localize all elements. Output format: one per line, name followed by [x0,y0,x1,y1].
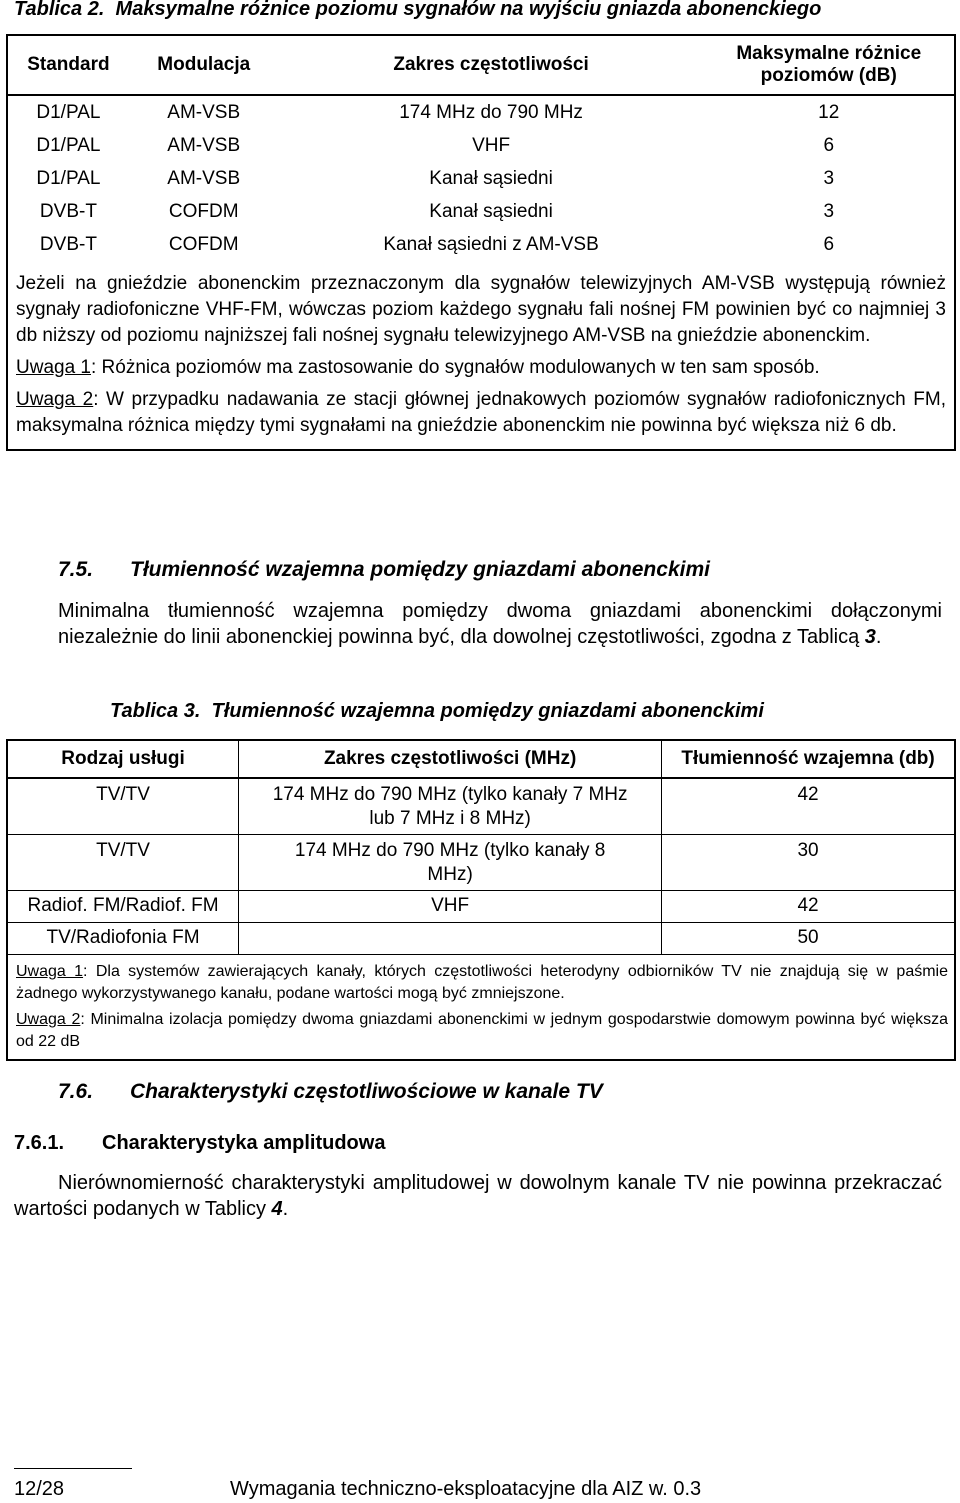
table3-note2-label: Uwaga 2 [16,1010,81,1028]
table3-caption-label: Tablica 3. [110,700,201,722]
table2-cell: DVB-T [39,233,97,255]
table2-cell: COFDM [168,200,239,222]
table3-cell: TV/TV [7,778,239,834]
table2-note2-text: : W przypadku nadawania ze stacji głównej jednakowych poziomów sygnałów radiofonicznych FM, maksymalna różnica między tymi sygnałami na gnieździe abonenckim nie powinna być większa niż 6 db. [16,389,946,436]
table3-notes [7,954,955,1060]
table3-cell: 174 MHz do 790 MHz (tylko kanały 7 MHz lub 7 MHz i 8 MHz) [239,778,662,834]
section-7-5-body-text: Minimalna tłumienność wzajemna pomiędzy dwoma gniazdami abonenckimi dołączonymi niezależnie do linii abonenckiej powinna być, dla dowolnej częstotliwości, zgodna z Tablicą [58,600,942,648]
table-row [7,162,955,195]
table2-cell: AM-VSB [167,134,241,156]
table-row [7,195,955,228]
table2-note1-label: Uwaga 1 [16,357,91,378]
section-7-6-1-body-end: . [282,1198,289,1220]
table3-cell: TV/Radiofonia FM [7,922,239,954]
table2-cell: D1/PAL [36,167,101,189]
table3 [6,739,956,1061]
table2-header-modulation: Modulacja [129,35,279,95]
table2-cell: 6 [823,233,835,255]
table3-note1 [16,961,948,1005]
table-row [7,228,955,261]
table3-cell: 50 [662,922,955,954]
section-7-5-table-ref: 3 [864,626,876,648]
table-row [7,129,955,162]
table3-header-service: Rodzaj usługi [7,740,239,778]
table2-notes [7,261,955,450]
section-7-6-title: Charakterystyki częstotliwościowe w kanale TV [130,1080,603,1103]
table2-cell: DVB-T [39,200,97,222]
table2-note2-label: Uwaga 2 [16,389,94,410]
table2-note-main: Jeżeli na gnieździe abonenckim przeznaczonym dla sygnałów telewizyjnych AM-VSB występują również sygnały radiofoniczne VHF-FM, wówczas poziom każdego sygnału fali nośnej FM powinien być co najmniej 3 db niższy od poziomu najniższej fali nośnej sygnału telewizyjnego AM-VSB na gnieździe abonenckim. [16,273,946,346]
table3-note1-text: : Dla systemów zawierających kanały, których częstotliwości heterodyny odbiorników TV nie znajdują się w paśmie żadnego wykorzystywanego kanału, podane wartości mogą być zmniejszone. [16,962,948,1002]
table3-caption [110,700,764,723]
table-row [7,922,955,954]
section-7-6-1-body [14,1170,942,1222]
section-7-5-number: 7.5. [58,558,94,581]
section-7-6-1-number: 7.6.1. [14,1132,65,1154]
table2-cell: Kanał sąsiedni z AM-VSB [383,233,599,255]
footer-rule [14,1468,132,1469]
table2-header-max-diff: Maksymalne różnice poziomów (dB) [704,35,956,95]
table2-cell: AM-VSB [167,101,241,123]
table2-header-frequency: Zakres częstotliwości [279,35,704,95]
table3-header-row [7,740,955,778]
table3-header-attenuation: Tłumienność wzajemna (db) [662,740,955,778]
table2-caption-text: Maksymalne różnice poziomu sygnałów na wyjściu gniazda abonenckiego [115,0,822,20]
table3-caption-text: Tłumienność wzajemna pomiędzy gniazdami abonenckimi [211,700,764,722]
table3-cell: 174 MHz do 790 MHz (tylko kanały 8 MHz) [239,834,662,890]
table3-cell: TV/TV [7,834,239,890]
table3-cell: VHF [239,890,662,922]
footer-doc-title: Wymagania techniczno-eksploatacyjne dla AIZ w. 0.3 [230,1478,702,1500]
table2-cell: Kanał sąsiedni [429,167,553,189]
table2 [6,34,956,451]
table2-cell: 6 [823,134,835,156]
table3-note1-label: Uwaga 1 [16,962,84,980]
table-row [7,890,955,922]
footer-page-number: 12/28 [14,1478,65,1500]
table2-cell: 3 [823,167,835,189]
table2-notes-row [7,261,955,450]
table2-header-standard: Standard [7,35,129,95]
table3-cell: 42 [662,890,955,922]
table3-header-frequency: Zakres częstotliwości (MHz) [239,740,662,778]
table2-cell: COFDM [168,233,239,255]
table3-note2 [16,1009,948,1053]
section-7-5-body-end: . [875,626,882,648]
table2-header-row [7,35,955,95]
table2-cell: D1/PAL [36,101,101,123]
table2-cell: Kanał sąsiedni [429,200,553,222]
table2-caption-label: Tablica 2. [14,0,105,20]
section-7-5-body [58,598,942,650]
section-7-6-1-body-text: Nierównomierność charakterystyki amplitudowej w dowolnym kanale TV nie powinna przekraczać wartości podanych w Tablicy [14,1172,942,1220]
table-row [7,95,955,129]
table2-cell: AM-VSB [167,167,241,189]
table3-cell: 30 [662,834,955,890]
table2-note1 [16,355,946,381]
table2-cell: 3 [823,200,835,222]
table2-cell: D1/PAL [36,134,101,156]
table2-cell: 12 [818,101,840,123]
section-7-6-number: 7.6. [58,1080,94,1103]
table2-cell: 174 MHz do 790 MHz [399,101,583,123]
table3-cell: Radiof. FM/Radiof. FM [7,890,239,922]
table2-note1-text: : Różnica poziomów ma zastosowanie do sygnałów modulowanych w ten sam sposób. [91,357,820,378]
table2-cell: VHF [472,134,511,156]
table3-note2-text: : Minimalna izolacja pomiędzy dwoma gniazdami abonenckimi w jednym gospodarstwie domowym powinna być większa od 22 dB [16,1010,948,1050]
section-7-6-1-table-ref: 4 [271,1198,283,1220]
table2-note2 [16,387,946,439]
table3-notes-row [7,954,955,1060]
table2-caption [14,0,821,21]
table-row [7,778,955,834]
section-7-6-1-title: Charakterystyka amplitudowa [102,1132,386,1154]
section-7-5-title: Tłumienność wzajemna pomiędzy gniazdami abonenckimi [130,558,710,581]
table3-cell [239,922,662,954]
table-row [7,834,955,890]
table3-cell: 42 [662,778,955,834]
